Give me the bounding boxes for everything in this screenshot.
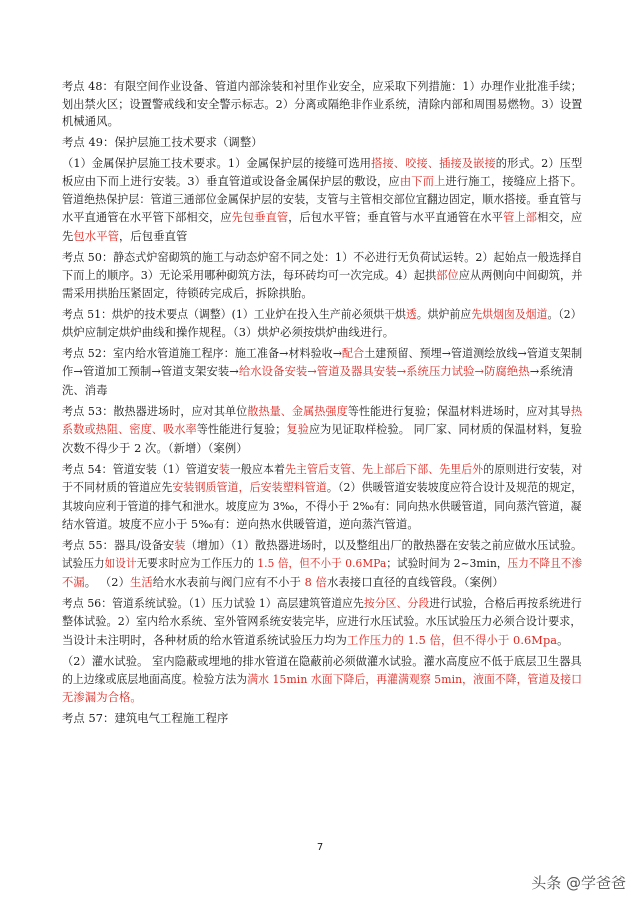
body-text: 的形式。2）压型 xyxy=(495,157,583,170)
body-text: 土建预留、预埋→管道测绘放线→管道支架制 xyxy=(364,347,583,360)
body-text: 等性能进行复验； xyxy=(196,423,287,436)
body-text: 应从两侧向中间砌筑，并 xyxy=(458,269,583,282)
text-line xyxy=(62,325,394,341)
body-text: ，后包水平管；垂直管与水平直通管在水平 xyxy=(288,211,504,224)
text-line xyxy=(62,286,313,302)
highlighted-text: 部位 xyxy=(436,269,459,282)
watermark: 头条 @学爸爸 xyxy=(531,874,626,892)
text-line xyxy=(62,596,582,612)
body-text: 进行施工，接缝应上搭下。 xyxy=(445,175,583,188)
body-text: 整体试验。2）室内给水系统、室外管网系统安装完毕，应进行水压试验。水压试验压力必须合设计要求， xyxy=(62,615,582,628)
body-text: 烘炉应制定烘炉曲线和操作规程。（3）烘炉必须按烘炉曲线进行。 xyxy=(62,326,395,339)
text-line xyxy=(62,672,582,688)
body-text: 考点 48：有限空间作业设备、管道内部涂装和衬里作业安全，应采取下列措施：1）办理作业批准手续； xyxy=(62,80,583,93)
highlighted-text: 先主管后支管、先上部后下部、先里后外 xyxy=(285,463,484,476)
text-line xyxy=(62,364,573,380)
highlighted-text: 不漏 xyxy=(62,576,85,589)
highlighted-text: 散热量、金属热强度 xyxy=(247,405,348,418)
highlighted-text: 复验 xyxy=(286,423,309,436)
body-text: 当设计未注明时，各种材质的给水管道系统试验压力均为 xyxy=(62,634,347,647)
highlighted-text: 搭接、咬接、插接及嵌接 xyxy=(371,157,496,170)
text-line xyxy=(62,556,582,572)
body-text: 。 xyxy=(557,634,569,647)
body-text: 需采用拱胎压紧固定，待锁砖完成后，拆除拱胎。 xyxy=(62,287,313,300)
highlighted-text: 先包垂直管 xyxy=(231,211,289,224)
text-line xyxy=(62,422,582,438)
highlighted-text: 先烘烟囱及烟道 xyxy=(471,308,548,321)
highlighted-text: 包水平管 xyxy=(73,230,119,243)
body-text: 考点 54：管道安装（1）管道安 xyxy=(62,463,219,476)
body-text: 应为见证取样检验。 同厂家、同材质的保温材料，复验 xyxy=(308,423,582,436)
body-text: 先 xyxy=(62,230,74,243)
body-text: 。 （2） xyxy=(84,576,130,589)
body-text: 下而上的顺序。3）无论采用哪种砌筑方法，每环砖均可一次完成。4）起拱 xyxy=(62,269,437,282)
body-text: 。烘炉前应 xyxy=(416,308,472,321)
body-text: 相交，应 xyxy=(537,211,583,224)
text-line xyxy=(62,633,569,649)
text-line xyxy=(62,517,419,533)
body-text: 机械通风。 xyxy=(62,115,119,128)
text-line xyxy=(62,346,582,362)
text-line xyxy=(62,383,108,399)
body-text: 的原则进行安装，对 xyxy=(483,463,583,476)
body-text: 烘 xyxy=(395,308,407,321)
highlighted-text: 系数或热阻、密度、吸水率 xyxy=(62,423,197,436)
highlighted-text: 压力不降且不渗 xyxy=(507,557,583,570)
body-text: 等性能进行复验；保温材料进场时，应对其导 xyxy=(347,405,571,418)
highlighted-text: 配合 xyxy=(342,347,365,360)
body-text: 考点 51：烘炉的技术要点（调整）(1）工业炉在投入生产前必须烘 xyxy=(62,308,385,321)
text-line xyxy=(62,79,582,95)
text-line xyxy=(62,229,187,245)
text-line xyxy=(62,404,582,420)
text-line xyxy=(62,499,582,515)
body-text: （1）金属保护层施工技术要求。1）金属保护层的接缝可选用 xyxy=(62,157,372,170)
body-text: 考点 49：保护层施工技术要求（调整） xyxy=(62,136,263,149)
highlighted-text: 安装钢质管道，后安装塑料管道 xyxy=(172,481,327,494)
body-text: 考点 57：建筑电气工程施工程序 xyxy=(62,712,229,725)
body-text: 试验压力 xyxy=(62,557,105,570)
body-text: 的上边缘或底层地面高度。检验方法为 xyxy=(62,673,248,686)
body-text: 考点 52：室内给水管道施工程序：施工准备→材料验收→ xyxy=(62,347,343,360)
highlighted-text: 装 xyxy=(218,463,230,476)
body-text: →系统清 xyxy=(529,365,574,378)
body-text: ；试验时间为 2~3min， xyxy=(386,557,508,570)
body-text: 无要求时应为工作压力的 xyxy=(136,557,258,570)
body-text: 。（2）供暖管道安装坡度应符合设计及规范的规定， xyxy=(326,481,583,494)
highlighted-text: 按分区、分段 xyxy=(363,597,430,610)
highlighted-text: 透 xyxy=(406,308,417,321)
text-line xyxy=(62,210,582,226)
text-line xyxy=(62,711,228,727)
text-line xyxy=(62,268,582,284)
highlighted-text: 生活 xyxy=(129,576,153,589)
body-text: 次数不得少于 2 次。（新增）（案例） xyxy=(62,442,248,455)
highlighted-text: 满水 15min 水面下降后，再灌满观察 5min，液面不降，管道及接口 xyxy=(247,673,583,686)
text-line xyxy=(62,192,582,208)
text-line xyxy=(62,575,504,591)
page-number: 7 xyxy=(316,842,324,853)
text-line xyxy=(62,307,582,323)
highlighted-text: 热 xyxy=(570,405,583,418)
text-line xyxy=(62,441,248,457)
body-text: 进行试验，合格后再按系统进行 xyxy=(429,597,582,610)
body-text: 考点 55：器具/设备安 xyxy=(62,539,175,552)
body-text: 其坡向应利于管道的排气和泄水。坡度应为 3‰，不得小于 2‰有：同向热水供暖管道，同向蒸汽管道，凝 xyxy=(62,500,582,513)
body-text: 作→管道加工预制→管道支架安装→ xyxy=(62,365,239,378)
text-line xyxy=(62,538,582,554)
body-text: 划出禁火区；设置警戒线和安全警示标志。2）分离或隔绝非作业系统，清除内部和周围易燃物。3）设置 xyxy=(62,98,583,111)
body-text: 考点 56：管道系统试验。（1）压力试验 1）高层建筑管道应先 xyxy=(62,597,364,610)
highlighted-text: 无渗漏为合格。 xyxy=(62,691,142,704)
highlighted-text: 8 倍 xyxy=(304,576,328,589)
text-line xyxy=(62,156,582,172)
highlighted-text: 给水设备安装→管道及器具安装→系统压力试验→防腐绝热 xyxy=(238,365,530,378)
highlighted-text: 由下而上 xyxy=(399,175,446,188)
text-line xyxy=(62,135,263,151)
text-line xyxy=(62,462,582,478)
text-line xyxy=(62,654,582,670)
text-line xyxy=(62,97,582,113)
text-line xyxy=(62,480,582,496)
body-text: 给水水表前与阀门应有不小于 xyxy=(152,576,305,589)
highlighted-text: 1.5 倍，但不小于 0.6MPa xyxy=(257,557,387,570)
text-line xyxy=(62,614,582,630)
body-text: 洗、消毒 xyxy=(62,384,108,397)
text-line xyxy=(62,250,582,266)
body-text: 水平直通管在水平管下部相交，应 xyxy=(62,211,232,224)
text-line xyxy=(62,690,142,706)
text-line xyxy=(62,174,582,190)
highlighted-text: 干 xyxy=(384,308,396,321)
body-text: 于不同材质的管道应先 xyxy=(62,481,173,494)
body-text: 板应由下而上进行安装。3）垂直管道或设备金属保护层的敷设，应 xyxy=(62,175,400,188)
body-text: （2）灌水试验。 室内隐蔽或埋地的排水管道在隐蔽前必须做灌水试验。灌水高度应不低于底层卫生器具 xyxy=(62,655,582,668)
body-text: 一般应本着 xyxy=(229,463,286,476)
body-text: ，后包垂直管 xyxy=(119,230,188,243)
body-text: 水表接口直径的直线管段。（案例） xyxy=(327,576,504,589)
highlighted-text: 如设计 xyxy=(104,557,137,570)
body-text: 管道绝热保护层：管道三通部位金属保护层的安装，支管与主管相交部位宜翻边固定，顺水搭接。垂直管与 xyxy=(62,193,582,206)
body-text: 。（2） xyxy=(547,308,582,321)
body-text: （增加）（1）散热器进场时，以及整组出厂的散热器在安装之前应做水压试验。 xyxy=(185,539,583,552)
highlighted-text: 工作压力的 1.5 倍，但不得小于 0.6Mpa xyxy=(346,634,558,647)
body-text: 结水管道。坡度不应小于 5‰有：逆向热水供暖管道，逆向蒸汽管道。 xyxy=(62,518,419,531)
highlighted-text: 装 xyxy=(174,539,186,552)
body-text: 考点 50：静态式炉窑砌筑的施工与动态炉窑不同之处：1）不必进行无负荷试运转。2）起始点一般选择自 xyxy=(62,251,583,264)
body-text: 考点 53：散热器进场时，应对其单位 xyxy=(62,405,248,418)
highlighted-text: 管上部 xyxy=(503,211,538,224)
text-line xyxy=(62,114,119,130)
